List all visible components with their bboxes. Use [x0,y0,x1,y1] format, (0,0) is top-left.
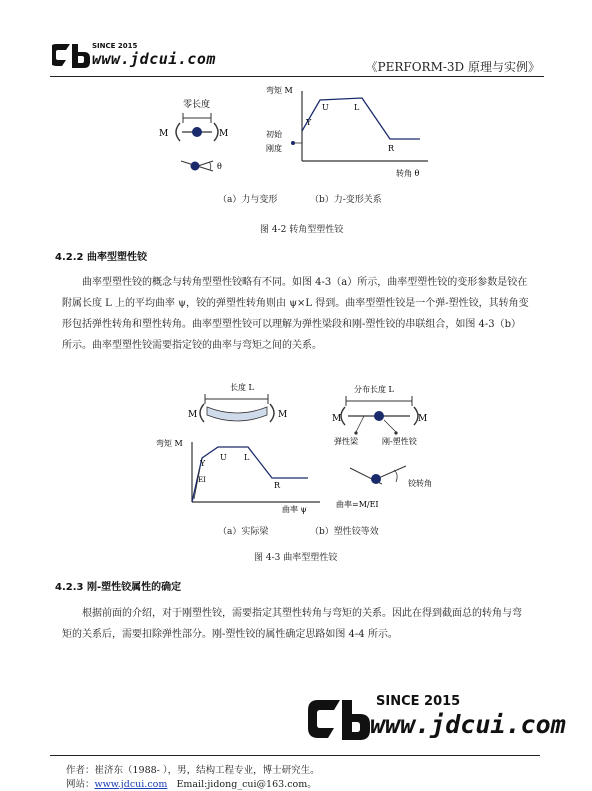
figure-4-3-caption: 图 4-3 曲率型塑性铰 [254,553,338,563]
footer-author: 作者：崔济东（1988- ），男，结构工程专业，博士研究生。 [66,765,320,776]
book-title: 《PERFORM-3D 原理与实例》 [365,60,540,74]
svg-text:刚-塑性铰: 刚-塑性铰 [382,437,417,446]
svg-text:铰转角: 铰转角 [408,479,432,488]
svg-text:M: M [332,414,342,424]
rotation-axis-label: 转角 θ [396,169,420,178]
svg-text:弹性梁: 弹性梁 [334,437,358,446]
header-divider [50,76,544,77]
header-logo[interactable] [52,40,222,70]
svg-text:M: M [418,414,428,424]
svg-text:U: U [220,453,227,462]
svg-text:刚度: 刚度 [266,144,282,153]
svg-text:M: M [219,129,229,139]
svg-text:Y: Y [306,118,312,127]
logo-url: www.jdcui.com [92,50,216,68]
figure-4-3-sub-b: （b）塑性铰等效 [310,527,379,537]
svg-text:初始: 初始 [266,130,282,139]
svg-text:曲率 ψ: 曲率 ψ [282,505,307,514]
logo-since: SINCE 2015 [92,42,138,50]
figure-4-3-left [150,378,325,518]
paragraph-line: 附属长度 L 上的平均曲率 ψ，铰的弹塑性转角则由 ψ×L 得到。曲率型塑性铰是一个弹-塑性铰，其转角变 [62,298,529,309]
footer-logo[interactable] [308,694,590,746]
paragraph-line: 矩的关系后，需要扣除弹性部分。刚-塑性铰的属性确定思路如图 4-4 所示。 [62,629,398,640]
svg-text:U: U [322,103,329,112]
footer-contact [66,776,317,790]
section-4-2-3-title: 4.2.3 刚-塑性铰属性的确定 [55,582,182,593]
figure-4-3-right [330,380,445,515]
figure-4-2-left [155,95,255,185]
footer-logo-icon [308,694,370,746]
zero-length-label: 零长度 [183,100,211,110]
footer-logo-url: www.jdcui.com [370,710,566,739]
footer-site-label: 网站： [66,779,95,790]
svg-text:L: L [244,453,250,462]
svg-text:弯矩 M: 弯矩 M [156,439,183,448]
figure-4-2-right [260,83,440,183]
footer-logo-since: SINCE 2015 [376,694,461,709]
footer-site-link[interactable]: www.jdcui.com [94,779,168,790]
svg-text:M: M [278,410,288,420]
paragraph-line: 曲率型塑性铰的概念与转角型塑性铰略有不同。如图 4-3（a）所示，曲率型塑性铰的变形参数是铰在 [82,277,528,288]
svg-text:R: R [274,481,281,490]
svg-text:M: M [188,410,198,420]
svg-text:曲率=M/EI: 曲率=M/EI [336,500,379,509]
svg-text:R: R [388,144,395,153]
svg-text:L: L [354,103,360,112]
section-4-2-2-title: 4.2.2 曲率型塑性铰 [55,252,147,263]
svg-text:θ: θ [217,162,222,171]
svg-text:EI: EI [198,476,206,484]
svg-text:Y: Y [200,459,206,468]
svg-text:长度 L: 长度 L [230,383,254,392]
figure-4-2-sub-b: （b）力-变形关系 [310,195,382,205]
moment-axis-label: 弯矩 M [266,86,293,95]
paragraph-line: 形包括弹性转角和塑性转角。曲率型塑性铰可以理解为弹性梁段和刚-塑性铰的串联组合，如图 4-3（b） [62,319,522,330]
section-4-2-3-body [62,603,522,645]
footer-divider [50,755,540,756]
svg-text:M: M [159,129,169,139]
paragraph-line: 根据前面的介绍，对于刚塑性铰，需要指定其塑性转角与弯矩的关系。因此在得到截面总的转角与弯 [82,608,522,619]
footer-email: Email:jidong_cui@163.com。 [176,779,317,790]
figure-4-3-sub-a: （a）实际梁 [218,527,269,537]
figure-4-2-caption: 图 4-2 转角型塑性铰 [260,225,344,235]
svg-text:分布长度 L: 分布长度 L [354,385,394,394]
section-4-2-2-body [62,272,529,356]
paragraph-line: 所示。曲率型塑性铰需要指定铰的曲率与弯矩之间的关系。 [62,340,322,351]
figure-4-2-sub-a: （a）力与变形 [218,195,278,205]
